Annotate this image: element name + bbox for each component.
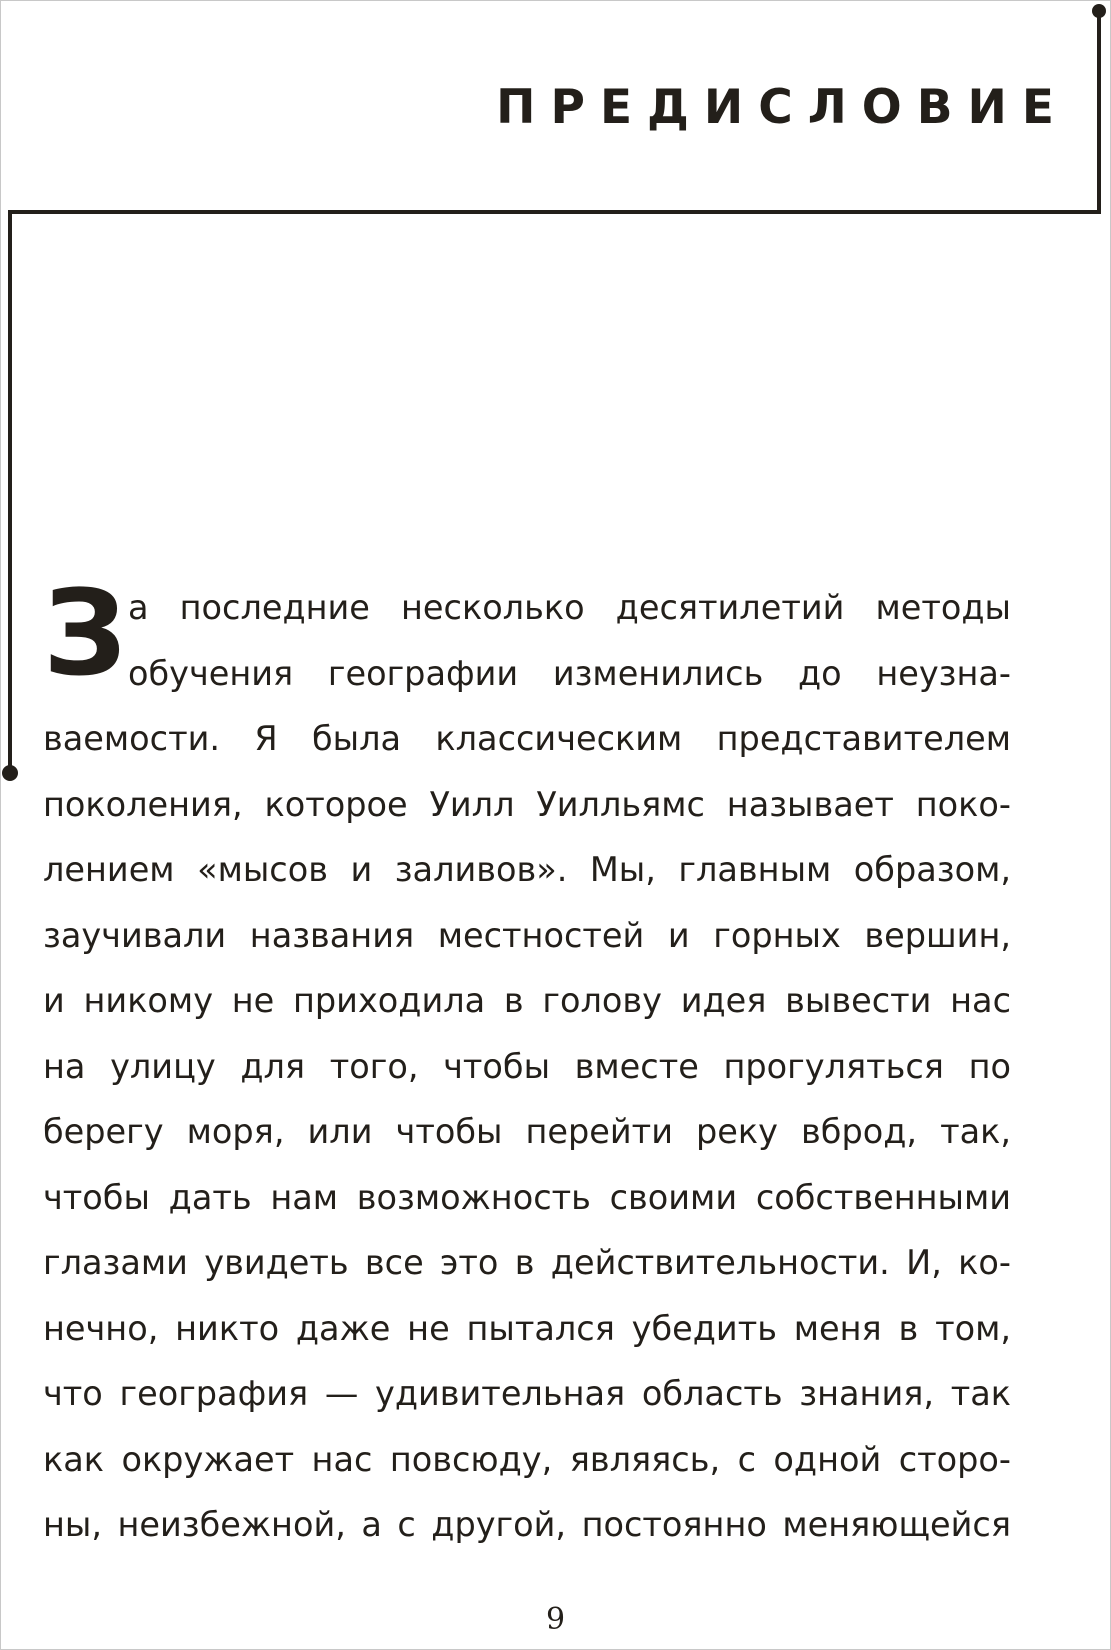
chapter-title: ПРЕДИСЛОВИЕ <box>496 80 1069 135</box>
text-line: а последние несколько десятилетий методы <box>128 588 1011 627</box>
page-number: 9 <box>545 1602 566 1637</box>
text-line: лением «мысов и заливов». Мы, главным образом, <box>43 850 1011 889</box>
text-line: и никому не приходила в голову идея вывести нас <box>43 981 1011 1020</box>
text-line: ны, неизбежной, а с другой, постоянно меняющейся <box>43 1505 1011 1544</box>
ornament-bottom-dot <box>2 765 18 781</box>
text-line: поколения, которое Уилл Уилльямс называет поко- <box>43 784 1011 824</box>
text-line: берегу моря, или чтобы перейти реку вброд, так, <box>43 1112 1011 1151</box>
drop-cap: З <box>43 564 127 702</box>
text-line: глазами увидеть все это в действительности. И, ко- <box>43 1243 1011 1282</box>
text-line: нечно, никто даже не пытался убедить меня в том, <box>43 1308 1011 1348</box>
text-line: на улицу для того, чтобы вместе прогуляться по <box>43 1046 1011 1086</box>
text-line: что география — удивительная область знания, так <box>43 1374 1011 1413</box>
text-line: заучивали названия местностей и горных вершин, <box>43 915 1011 955</box>
text-line: ваемости. Я была классическим представителем <box>43 719 1011 758</box>
body-text <box>43 564 1063 1558</box>
text-line: чтобы дать нам возможность своими собственными <box>43 1177 1011 1217</box>
text-line: как окружает нас повсюду, являясь, с одной сторо- <box>43 1439 1011 1479</box>
text-line: обучения географии изменились до неузна- <box>128 653 1011 693</box>
